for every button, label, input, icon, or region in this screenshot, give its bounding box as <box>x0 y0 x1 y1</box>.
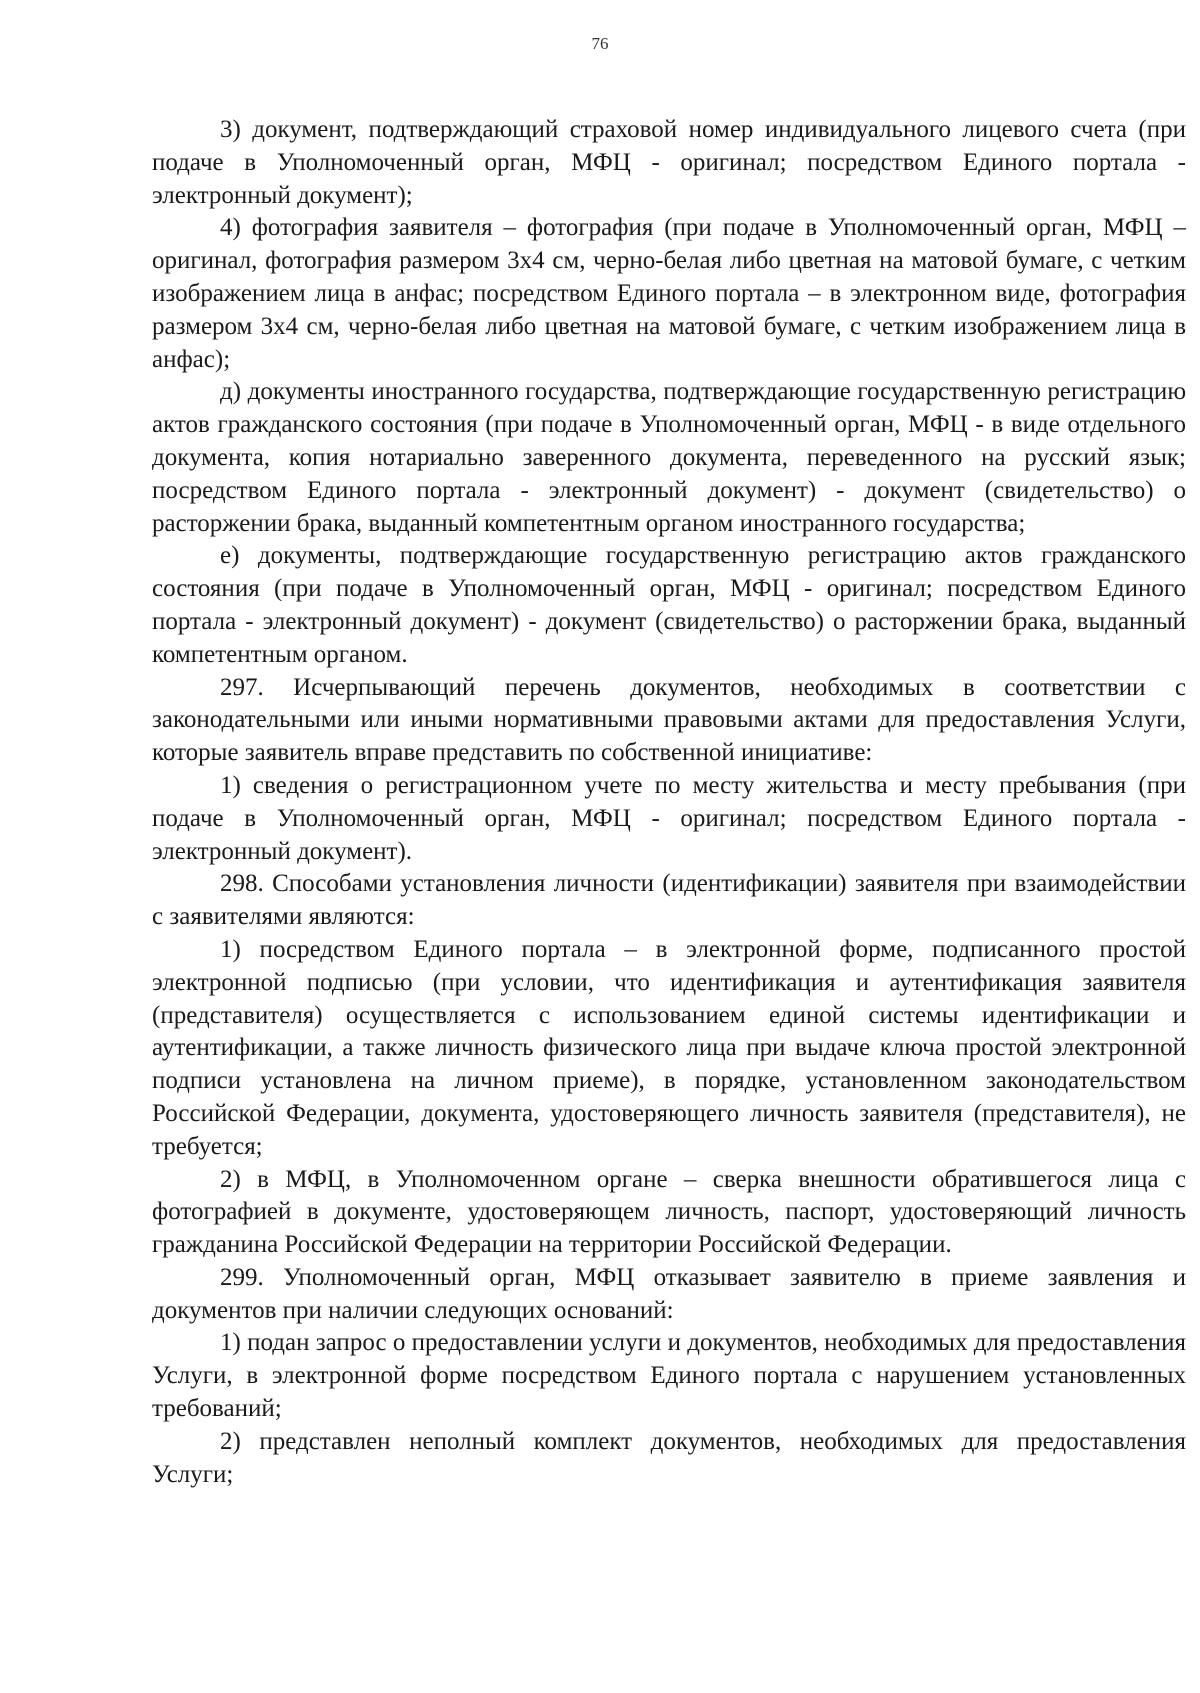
paragraph-299-item-2: 2) представлен неполный комплект документов, необходимых для предоставления Услуги; <box>152 1427 1186 1488</box>
paragraph-item-d-foreign-docs: д) документы иностранного государства, подтверждающие государственную регистрацию актов гражданского состояния (при подаче в Уполномоченный орган, МФЦ - в виде отдельного документа, копия нотариально заверенного документа, переведенного на русский язык; посредством Единого портала - электронный документ) - документ (свидетельство) о расторжении брака, выданный компетентным органом иностранного государства; <box>152 378 1186 537</box>
paragraph-297: 297. Исчерпывающий перечень документов, необходимых в соответствии с законодательными или иными нормативными правовыми актами для предоставления Услуги, которые заявитель вправе представить по собственной инициативе: <box>152 673 1186 767</box>
paragraph-item-4-photo: 4) фотография заявителя – фотография (при подаче в Уполномоченный орган, МФЦ – оригинал, фотография размером 3х4 см, черно-белая либо цветная на матовой бумаге, с четким изображением лица в анфас; посредством Единого портала – в электронном виде, фотография размером 3х4 см, черно-белая либо цветная на матовой бумаге, с четким изображением лица в анфас); <box>152 214 1186 373</box>
paragraph-299: 299. Уполномоченный орган, МФЦ отказывает заявителю в приеме заявления и документов при наличии следующих оснований: <box>152 1263 1186 1324</box>
paragraph-item-3-snils: 3) документ, подтверждающий страховой номер индивидуального лицевого счета (при подаче в Уполномоченный орган, МФЦ - оригинал; посредством Единого портала - электронный документ); <box>152 116 1186 209</box>
paragraph-298: 298. Способами установления личности (идентификации) заявителя при взаимодействии с заявителями являются: <box>152 870 1186 931</box>
document-body <box>152 114 1186 1491</box>
paragraph-298-item-2: 2) в МФЦ, в Уполномоченном органе – сверка внешности обратившегося лица с фотографией в документе, удостоверяющем личность, паспорт, удостоверяющий личность гражданина Российской Федерации на территории Российской Федерации. <box>152 1165 1186 1259</box>
page-number: 76 <box>591 34 609 53</box>
paragraph-297-item-1: 1) сведения о регистрационном учете по месту жительства и месту пребывания (при подаче в Уполномоченный орган, МФЦ - оригинал; посредством Единого портала - электронный документ). <box>152 771 1186 865</box>
paragraph-298-item-1: 1) посредством Единого портала – в электронной форме, подписанного простой электронной подписью (при условии, что идентификация и аутентификация заявителя (представителя) осуществляется с использованием единой системы идентификации и аутентификации, а также личность физического лица при выдаче ключа простой электронной подписи установлена на личном приеме), в порядке, установленном законодательством Российской Федерации, документа, удостоверяющего личность заявителя (представителя), не требуется; <box>152 935 1186 1160</box>
paragraph-item-e-civil-docs: е) документы, подтверждающие государственную регистрацию актов гражданского состояния (при подаче в Уполномоченный орган, МФЦ - оригинал; посредством Единого портала - электронный документ) - документ (свидетельство) о расторжении брака, выданный компетентным органом. <box>152 542 1186 668</box>
paragraph-299-item-1: 1) подан запрос о предоставлении услуги и документов, необходимых для предоставления Услуги, в электронной форме посредством Единого портала с нарушением установленных требований; <box>152 1329 1186 1423</box>
